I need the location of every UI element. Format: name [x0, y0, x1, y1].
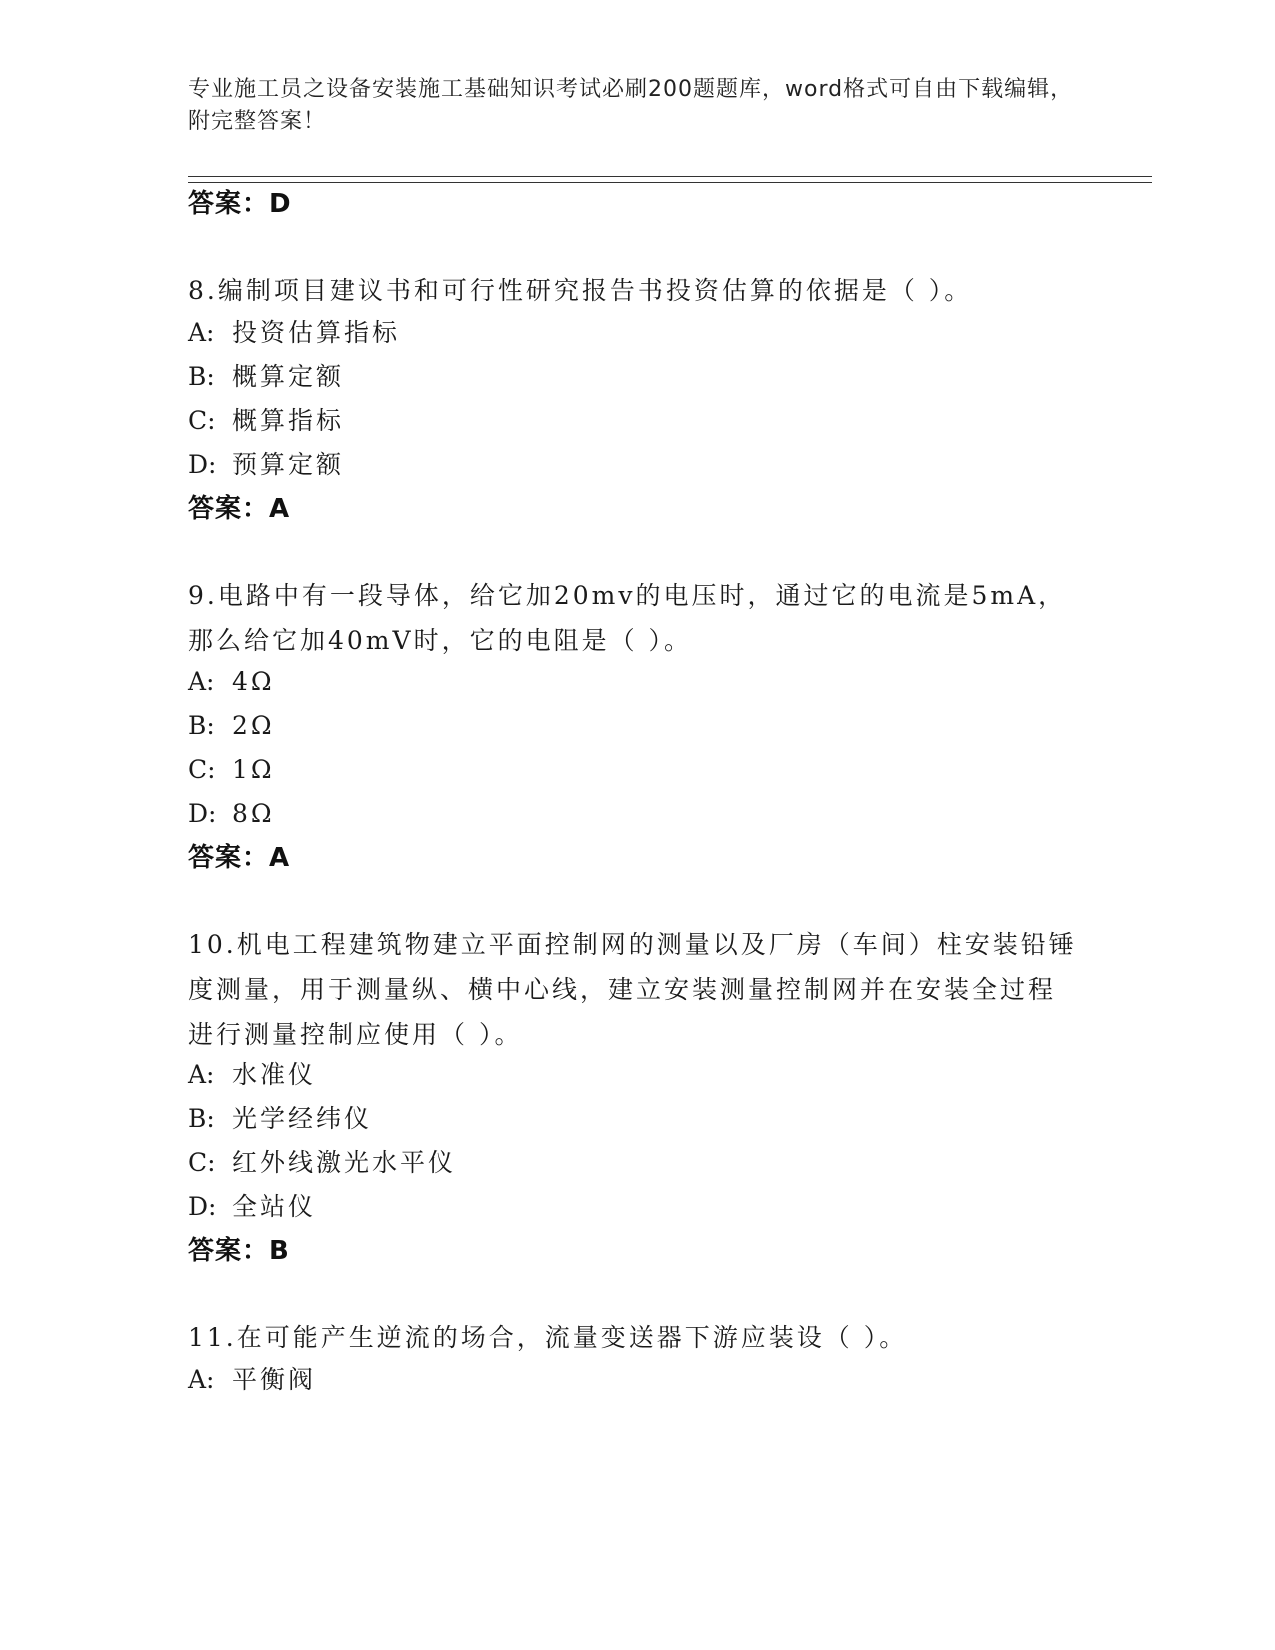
answer-9: 答案：A [188, 843, 291, 873]
option-text: 投资估算指标 [232, 318, 401, 347]
question-8-option-b [188, 357, 344, 397]
question-10-option-a [188, 1055, 316, 1095]
option-text: 光学经纬仪 [232, 1104, 373, 1133]
question-9-option-b [188, 706, 275, 746]
option-key: C: [188, 755, 216, 784]
option-key: C: [188, 1148, 216, 1177]
option-text: 8Ω [232, 799, 275, 828]
option-key: A: [188, 667, 215, 696]
option-key: D: [188, 450, 217, 479]
option-key: A: [188, 1365, 215, 1394]
option-key: B: [188, 711, 215, 740]
option-text: 概算定额 [232, 362, 345, 391]
question-8-text: 8.编制项目建议书和可行性研究报告书投资估算的依据是（ ）。 [188, 276, 973, 305]
option-text: 概算指标 [232, 406, 345, 435]
question-9-option-d [188, 794, 275, 834]
answer-prev: 答案：D [188, 189, 292, 219]
header-rule-bottom [188, 182, 1152, 183]
answer-10: 答案：B [188, 1236, 290, 1266]
question-10-option-d [188, 1187, 316, 1227]
header-rule-top [188, 176, 1152, 177]
question-8-option-c [188, 401, 344, 441]
option-text: 4Ω [232, 667, 275, 696]
option-text: 预算定额 [232, 450, 345, 479]
question-11-option-a [188, 1360, 316, 1400]
option-text: 2Ω [232, 711, 275, 740]
option-key: B: [188, 1104, 215, 1133]
question-9-option-c [188, 750, 275, 790]
option-key: A: [188, 318, 215, 347]
question-11-text: 11.在可能产生逆流的场合，流量变送器下游应装设（ ）。 [188, 1323, 908, 1352]
option-text: 平衡阀 [232, 1365, 317, 1394]
question-10-option-c [188, 1143, 456, 1183]
option-text: 1Ω [232, 755, 275, 784]
document-header: 专业施工员之设备安装施工基础知识考试必刷200题题库，word格式可自由下载编辑，附完整答案！ [188, 77, 1074, 134]
option-key: D: [188, 799, 217, 828]
option-text: 全站仪 [232, 1192, 317, 1221]
option-key: B: [188, 362, 215, 391]
option-text: 水准仪 [232, 1060, 317, 1089]
option-key: D: [188, 1192, 217, 1221]
question-8-option-a [188, 313, 400, 353]
question-9-text: 9.电路中有一段导体，给它加20mv的电压时，通过它的电流是5mA，那么给它加40mV时，它的电阻是（ ）。 [188, 581, 1067, 655]
answer-8: 答案：A [188, 494, 291, 524]
question-9-option-a [188, 662, 275, 702]
option-key: C: [188, 406, 216, 435]
option-key: A: [188, 1060, 215, 1089]
question-10-text: 10.机电工程建筑物建立平面控制网的测量以及厂房（车间）柱安装铅锤度测量，用于测量纵、横中心线，建立安装测量控制网并在安装全过程进行测量控制应使用（ ）。 [188, 930, 1077, 1049]
question-8-option-d [188, 445, 344, 485]
question-10-option-b [188, 1099, 372, 1139]
option-text: 红外线激光水平仪 [232, 1148, 457, 1177]
